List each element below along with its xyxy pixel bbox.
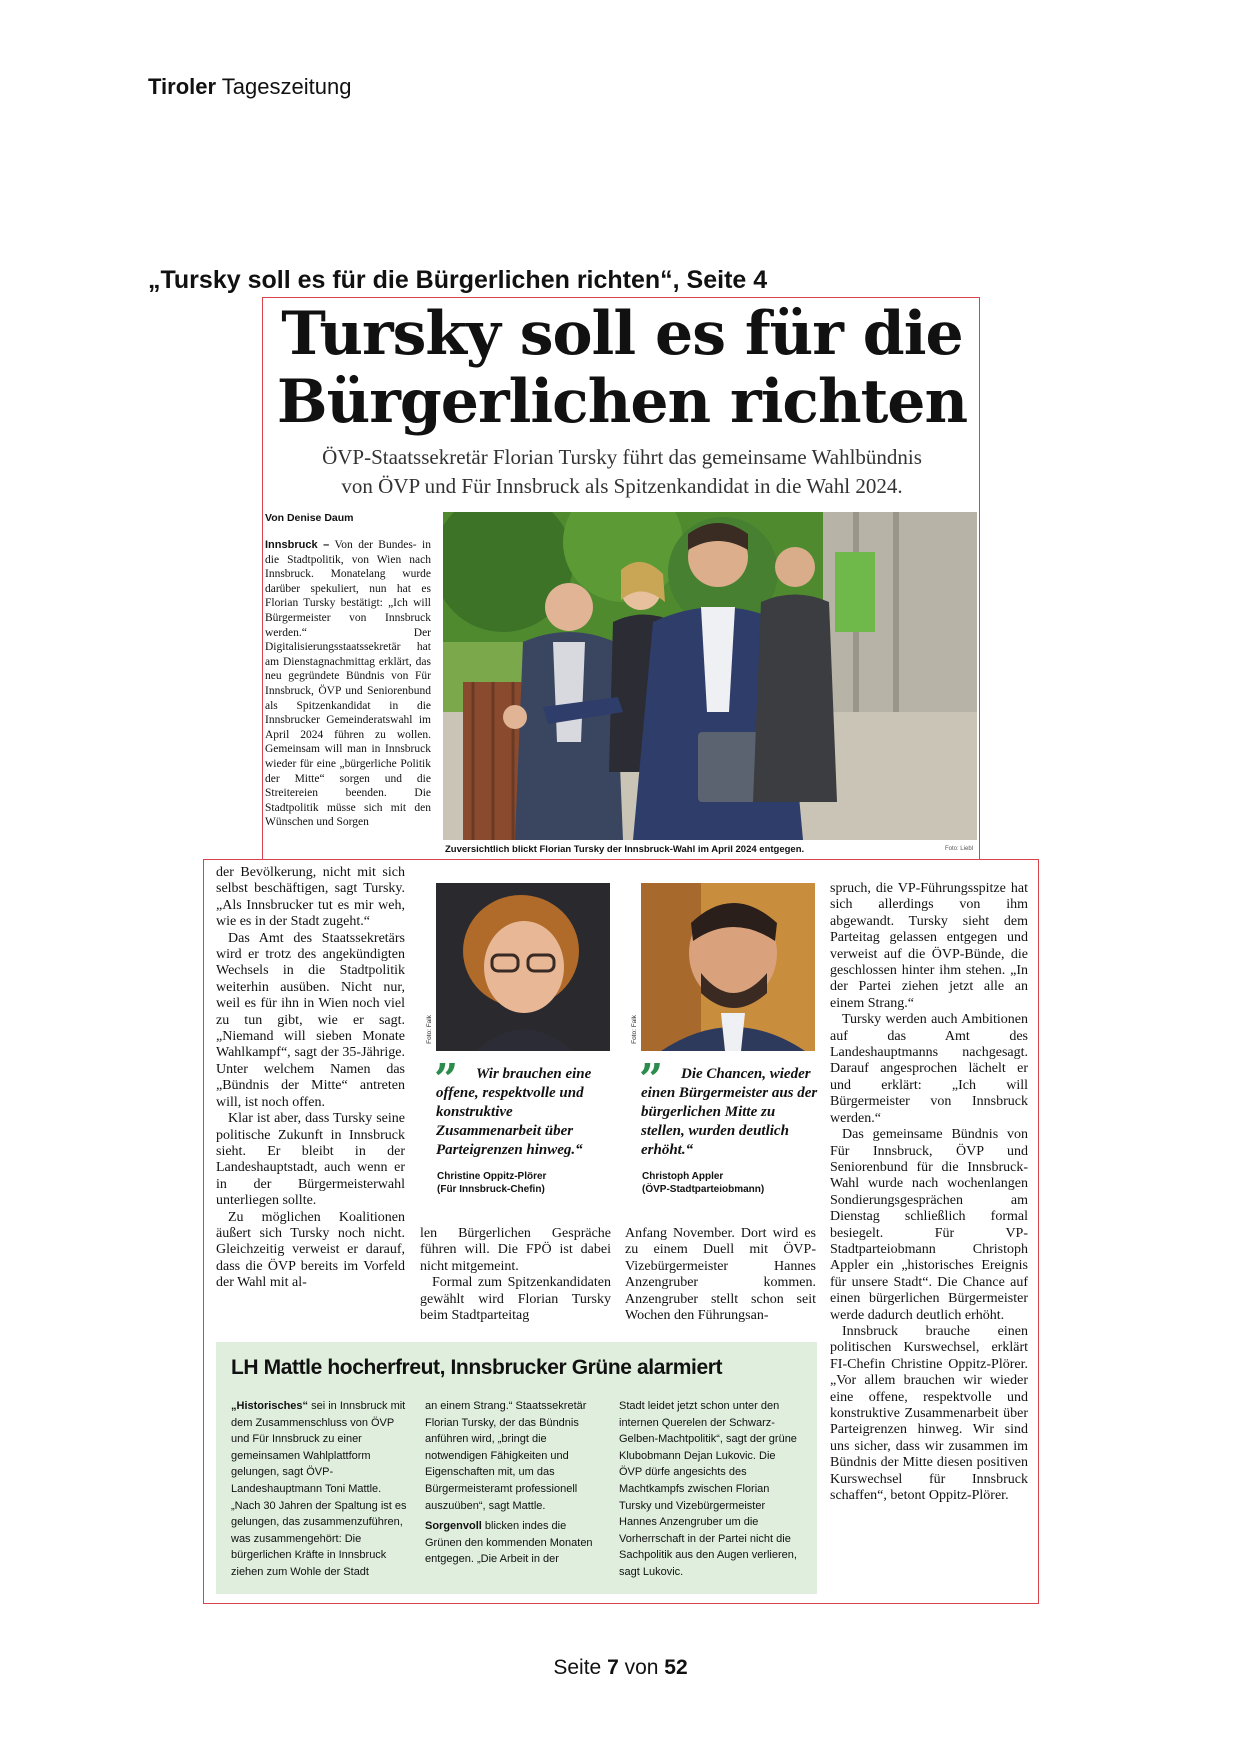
quote-2-attribution <box>642 1170 822 1196</box>
col4-paragraph-2: Tursky werden auch Ambitionen auf das Amt des Landeshauptmanns nachgesagt. Darauf angesprochen lächelt er und erklärt: „Ich will Bürgermeister von Innsbruck werden.“ <box>830 1012 1028 1126</box>
col4-paragraph-1: spruch, die VP-Führungsspitze hat sich allerdings von ihm abgewandt. Tursky sieht dem Parteitag gelassen entgegen und verweist auf die ÖVP-Bünde, die geschlossen hinter ihm stehen. „In der Partei ziehen jetzt alle an einem Strang.“ <box>830 881 1028 1011</box>
quote-mark-icon: ” <box>434 1055 459 1104</box>
deck-line-2: von ÖVP und Für Innsbruck als Spitzenkandidat in die Wahl 2024. <box>341 474 903 498</box>
col1-paragraph-4: Zu möglichen Koalitionen äußert sich Tursky noch nicht. Gleichzeitig verweist er darauf, dass die ÖVP bereits im Vorfeld der Wahl mit al- <box>216 1209 405 1291</box>
footer-mid: von <box>624 1656 659 1679</box>
article-column-intro <box>265 538 431 830</box>
footer-prefix: Seite <box>553 1656 602 1679</box>
masthead-brand-regular: Tageszeitung <box>221 74 352 99</box>
article-headline <box>263 300 980 436</box>
col1-paragraph-3: Klar ist aber, dass Tursky seine politische Zukunft in Innsbruck sieht. Er bleibt in der Landeshauptstadt, auch wenn er in der Bürgermeisterwahl unterliegen sollte. <box>216 1111 405 1209</box>
article-byline: Von Denise Daum <box>265 512 354 524</box>
quote-2-name: Christoph Appler <box>642 1171 724 1182</box>
quote-1-photo-credit: Foto: Falk <box>426 1015 433 1044</box>
quote-photo-appler <box>641 883 815 1051</box>
footer-page-number: 7 <box>607 1656 619 1679</box>
col1-paragraph-2: Das Amt des Staatssekretärs wird er trotz des angekündigten Wechsels in die Stadtpolitik weiterhin ausüben. Nicht nur, weil es für ihn in Wien noch viel zu tun gibt, wie er sagt. „Niemand will sieben Monate Wahlkampf“, sagt der 35-Jährige. Unter welchem Namen das „Bündnis der Mitte“ antreten will, ist noch offen. <box>216 930 405 1110</box>
quote-1-text: Wir brauchen eine offene, respektvolle und konstruktive Zusammenarbeit über Parteigrenzen hinweg.“ <box>436 1066 592 1158</box>
quote-2-photo-credit: Foto: Falk <box>631 1015 638 1044</box>
col2-paragraph-1: len Bürgerlichen Gespräche führen will. Die FPÖ ist dabei nicht mitgemeint. <box>420 1226 611 1274</box>
portrait-woman-image <box>436 883 610 1051</box>
masthead <box>148 74 351 100</box>
sidebar-box-text-2b: blicken indes die Grünen den kommenden Monaten entgegen. „Die Arbeit in der <box>425 1520 593 1566</box>
sidebar-box-lead-1: „Historisches“ <box>231 1400 309 1412</box>
sidebar-box-text-1: sei in Innsbruck mit dem Zusammenschluss von ÖVP und Für Innsbruck zu einer gemeinsamen Wahlplattform gelungen, sagt ÖVP-Landeshauptmann Toni Mattle. „Nach 30 Jahren der Spaltung ist es gelungen, das zusammenzuführen, was zusammengehört: Die bürgerlichen Kräfte in Innsbruck ziehen zum Wohle der Stadt <box>231 1400 407 1578</box>
portrait-man-image <box>641 883 815 1051</box>
page-footer <box>0 1656 1241 1680</box>
quote-2-text: Die Chancen, wieder einen Bürgermeister aus der bürgerlichen Mitte zu stellen, wurden deutlich erhöht.“ <box>641 1066 818 1158</box>
sidebar-box-text-2: an einem Strang.“ Staatssekretär Florian Tursky, der das Bündnis anführen wird, „bringt die notwendigen Fähigkeiten und Eigenschaften mit, um das Bürgermeisteramt professionell auszuüben“, sagt Mattle. <box>425 1400 587 1512</box>
sidebar-box-title: LH Mattle hocherfreut, Innsbrucker Grüne alarmiert <box>231 1356 723 1379</box>
quote-2-role: (ÖVP-Stadtparteiobmann) <box>642 1184 765 1195</box>
article-dateline: Innsbruck – <box>265 539 330 551</box>
article-intro-text: Von der Bundes- in die Stadtpolitik, von Wien nach Innsbruck. Monatelang wurde darüber spekuliert, nun hat es Florian Tursky bestätigt: „Ich will Bürgermeister von Innsbruck werden.“ Der Digitalisierungsstaatssekretär hat am Dienstagnachmittag erklärt, das neu gegründete Bündnis von Für Innsbruck, ÖVP und Seniorenbund als Spitzenkandidat in die Innsbrucker Gemeinderatswahl im April 2024 führen zu wollen. Gemeinsam will man in Innsbruck wieder für eine „bürgerliche Politik der Mitte“ sorgen und die Streitereien beenden. Die Stadtpolitik müsse sich mit den Wünschen und Sorgen <box>265 539 431 829</box>
main-photo <box>443 512 977 840</box>
sidebar-box-column-3 <box>619 1398 799 1581</box>
main-photo-caption: Zuversichtlich blickt Florian Tursky der Innsbruck-Wahl im April 2024 entgegen. <box>445 844 805 855</box>
col4-paragraph-4: Innsbruck brauche einen politischen Kurswechsel, erklärt FI-Chefin Christine Oppitz-Plörer. „Vor allem brauchen wir wieder eine offene, respektvolle und konstruktive Zusammenarbeit über Parteigrenzen hinweg. Wir sind uns sicher, dass wir zusammen im Bündnis der Mitte diesen positiven Kurswechsel für Innsbruck schaffen“, betont Oppitz-Plörer. <box>830 1323 1028 1504</box>
main-photo-credit: Foto: Liebl <box>944 846 973 852</box>
masthead-brand-bold: Tiroler <box>148 74 217 99</box>
article-deck <box>263 443 980 501</box>
sidebar-box-text-3: Stadt leidet jetzt schon unter den internen Querelen der Schwarz-Gelben-Machtpolitik“, sagt der grüne Klubobmann Dejan Lukovic. Die ÖVP dürfe angesichts des Machtkampfs zwischen Florian Tursky und Vizebürgermeister Hannes Anzengruber um die Vorherrschaft in der Partei nicht die Sachpolitik aus den Augen verlieren, sagt Lukovic. <box>619 1400 797 1578</box>
quote-1-name: Christine Oppitz-Plörer <box>437 1171 547 1182</box>
article-column-2 <box>420 1226 611 1324</box>
sidebar-box <box>216 1342 817 1594</box>
col3-paragraph-1: Anfang November. Dort wird es zu einem Duell mit ÖVP-Vizebürgermeister Hannes Anzengruber kommen. Anzengruber stellt schon seit Wochen den Führungsan- <box>625 1226 816 1324</box>
footer-total-pages: 52 <box>664 1656 688 1679</box>
article-column-4 <box>830 881 1028 1504</box>
quote-1-role: (Für Innsbruck-Chefin) <box>437 1184 545 1195</box>
headline-line-2: Bürgerlichen richten <box>276 367 968 437</box>
sidebar-box-paragraph-2 <box>425 1518 605 1568</box>
document-title: „Tursky soll es für die Bürgerlichen richten“, Seite 4 <box>148 266 768 294</box>
quote-1-attribution <box>437 1170 617 1196</box>
sidebar-box-lead-2: Sorgenvoll <box>425 1520 482 1533</box>
col4-paragraph-3: Das gemeinsame Bündnis von Für Innsbruck, ÖVP und Seniorenbund für die Innsbruck-Wahl wurde nach wochenlangen Sondierungsgesprächen am Dienstag schließlich formal besiegelt. Für VP-Stadtparteiobmann Christoph Appler ein „historisches Ereignis für unsere Stadt“. Die Chance auf einen bürgerlichen Bürgermeister werde dadurch deutlich erhöht. <box>830 1127 1028 1323</box>
col1-paragraph-1: der Bevölkerung, nicht mit sich selbst beschäftigen, sagt Tursky. „Als Innsbrucker tut es mir weh, wie es in der Stadt zugeht.“ <box>216 865 405 930</box>
quote-mark-icon: ” <box>639 1055 664 1104</box>
article-column-1 <box>216 865 405 1292</box>
sidebar-box-column-1 <box>231 1398 411 1581</box>
article-clipping-bottom <box>203 859 1039 1604</box>
main-photo-image <box>443 512 977 840</box>
quote-photo-oppitz-ploerer <box>436 883 610 1051</box>
headline-line-1: Tursky soll es für die <box>281 299 963 369</box>
sidebar-box-column-2 <box>425 1398 605 1568</box>
col2-paragraph-2: Formal zum Spitzenkandidaten gewählt wird Florian Tursky beim Stadtparteitag <box>420 1275 611 1324</box>
article-clipping-top <box>262 297 980 860</box>
deck-line-1: ÖVP-Staatssekretär Florian Tursky führt das gemeinsame Wahlbündnis <box>322 445 922 469</box>
article-column-3 <box>625 1226 816 1324</box>
